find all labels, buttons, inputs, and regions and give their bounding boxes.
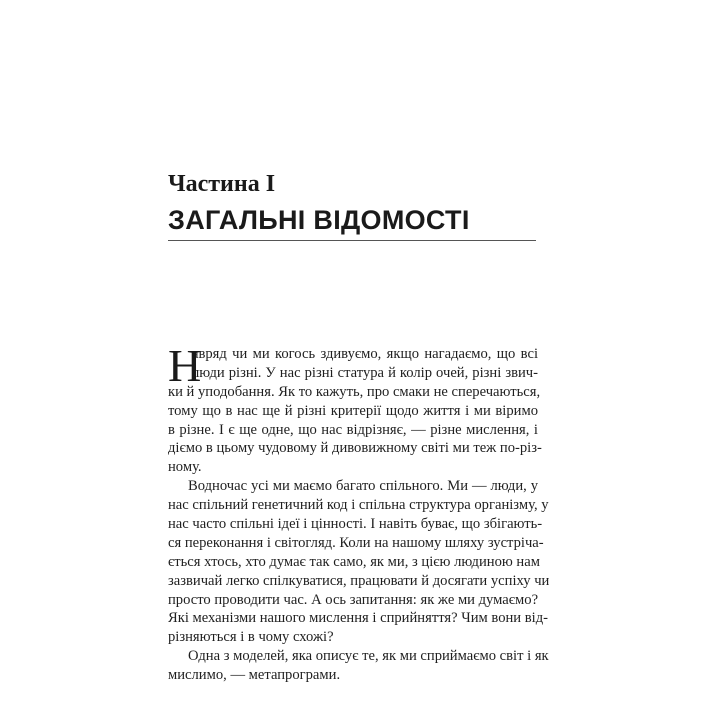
- text-line: нас часто спільні ідеї і цінності. І навіть буває, що збігають-: [168, 516, 543, 533]
- part-label: Частина І: [168, 171, 276, 197]
- book-page: [168, 0, 550, 720]
- text-line: Водночас усі ми маємо багато спільного. Ми — люди, у: [188, 478, 538, 495]
- text-line: в різне. І є ще одне, що нас відрізняє, — різне мислення, і: [168, 421, 538, 438]
- text-line: ється хтось, хто думає так само, як ми, з цією людиною нам: [168, 553, 540, 570]
- text-line: люди різні. У нас різні статура й колір очей, різні звич-: [192, 364, 538, 381]
- text-line: зазвичай легко спілкуватися, працювати й досягати успіху чи: [168, 572, 550, 589]
- chapter-title: ЗАГАЛЬНІ ВІДОМОСТІ: [168, 205, 470, 235]
- text-line: мислимо, — метапрограми.: [168, 667, 341, 684]
- text-line: Які механізми нашого мислення і сприйняття? Чим вони від-: [168, 610, 548, 627]
- paragraph-3: [168, 647, 549, 685]
- text-line: ки й уподобання. Як то кажуть, про смаки не сперечаються,: [168, 383, 541, 400]
- text-line: ному.: [168, 459, 202, 476]
- paragraph-1: [168, 340, 542, 477]
- text-line: тому що в нас ще й різні критерії щодо життя і ми віримо: [168, 402, 538, 419]
- text-line: просто проводити час. А ось запитання: як же ми думаємо?: [168, 591, 539, 608]
- text-line: нас спільний генетичний код і спільна структура організму, у: [168, 497, 549, 514]
- paragraph-2: [168, 477, 550, 647]
- text-line: авряд чи ми когось здивуємо, якщо нагадаємо, що всі: [192, 346, 538, 362]
- text-line: різняються і в чому схожі?: [168, 629, 334, 646]
- text-line: Одна з моделей, яка описує те, як ми сприймаємо світ і як: [188, 648, 549, 665]
- text-line: діємо в цьому чудовому й дивовижному світі ми теж по-різ-: [168, 440, 542, 457]
- drop-cap: Н: [168, 340, 202, 391]
- text-line: ся переконання і світогляд. Коли на нашому шляху зустріча-: [168, 534, 544, 551]
- body-text: [168, 340, 550, 685]
- title-divider: [168, 240, 536, 241]
